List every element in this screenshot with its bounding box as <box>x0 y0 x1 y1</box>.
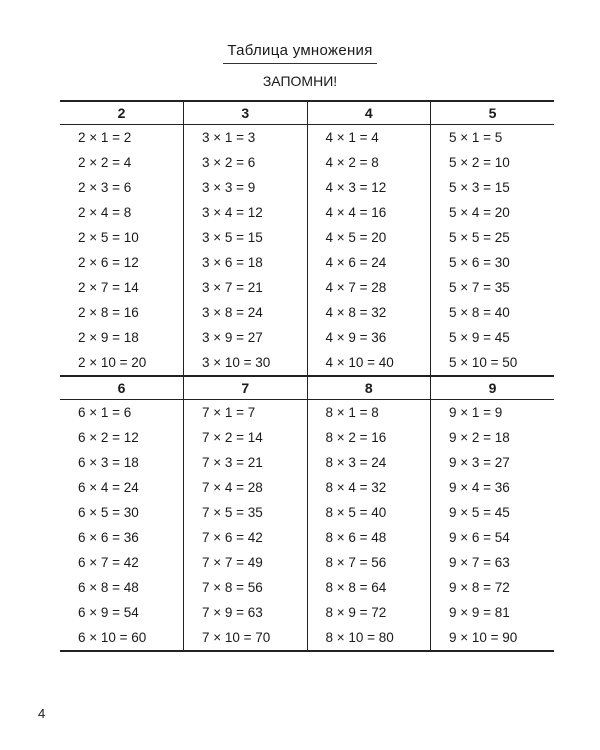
multiplication-fact: 6 × 1 = 6 <box>78 405 132 420</box>
fact-column <box>60 125 184 377</box>
multiplication-fact: 5 × 3 = 15 <box>449 180 510 195</box>
fact-column <box>431 125 555 377</box>
multiplication-fact: 3 × 3 = 9 <box>202 180 256 195</box>
multiplication-fact: 6 × 10 = 60 <box>78 630 147 645</box>
multiplication-fact: 7 × 1 = 7 <box>202 405 256 420</box>
multiplication-fact: 6 × 9 = 54 <box>78 605 139 620</box>
page-title <box>0 42 600 64</box>
multiplication-fact: 9 × 1 = 9 <box>449 405 503 420</box>
multiplication-fact: 8 × 10 = 80 <box>325 630 394 645</box>
multiplication-fact: 3 × 4 = 12 <box>202 205 263 220</box>
multiplication-fact: 3 × 9 = 27 <box>202 330 263 345</box>
multiplication-fact: 7 × 2 = 14 <box>202 430 263 445</box>
multiplication-fact: 5 × 9 = 45 <box>449 330 510 345</box>
table-header-row <box>60 376 554 400</box>
fact-column <box>431 400 555 652</box>
column-header: 2 <box>60 101 184 125</box>
fact-column <box>307 400 431 652</box>
multiplication-fact: 6 × 2 = 12 <box>78 430 139 445</box>
multiplication-fact: 2 × 4 = 8 <box>78 205 132 220</box>
column-header: 5 <box>431 101 555 125</box>
multiplication-fact: 9 × 4 = 36 <box>449 480 510 495</box>
multiplication-fact: 3 × 1 = 3 <box>202 130 256 145</box>
multiplication-fact: 2 × 8 = 16 <box>78 305 139 320</box>
multiplication-fact: 9 × 10 = 90 <box>449 630 518 645</box>
multiplication-fact: 9 × 6 = 54 <box>449 530 510 545</box>
multiplication-fact: 4 × 6 = 24 <box>325 255 387 270</box>
multiplication-fact: 7 × 6 = 42 <box>202 530 263 545</box>
multiplication-fact: 4 × 2 = 8 <box>325 155 379 170</box>
multiplication-fact: 5 × 8 = 40 <box>449 305 510 320</box>
multiplication-fact: 5 × 1 = 5 <box>449 130 503 145</box>
multiplication-fact: 8 × 7 = 56 <box>325 555 387 570</box>
column-header: 7 <box>184 376 308 400</box>
multiplication-fact: 5 × 4 = 20 <box>449 205 510 220</box>
multiplication-fact: 9 × 8 = 72 <box>449 580 510 595</box>
multiplication-fact: 9 × 3 = 27 <box>449 455 510 470</box>
multiplication-fact: 7 × 9 = 63 <box>202 605 263 620</box>
multiplication-fact: 6 × 7 = 42 <box>78 555 139 570</box>
table-facts-row <box>60 125 554 377</box>
multiplication-fact: 3 × 7 = 21 <box>202 280 263 295</box>
multiplication-fact: 5 × 2 = 10 <box>449 155 510 170</box>
multiplication-fact: 9 × 7 = 63 <box>449 555 510 570</box>
multiplication-fact: 4 × 5 = 20 <box>325 230 387 245</box>
table-header-row <box>60 101 554 125</box>
multiplication-fact: 8 × 9 = 72 <box>325 605 387 620</box>
column-header: 6 <box>60 376 184 400</box>
multiplication-fact: 2 × 10 = 20 <box>78 355 147 370</box>
multiplication-fact: 5 × 5 = 25 <box>449 230 510 245</box>
page-title-text: Таблица умножения <box>223 42 376 64</box>
multiplication-fact: 3 × 5 = 15 <box>202 230 263 245</box>
multiplication-fact: 5 × 10 = 50 <box>449 355 518 370</box>
multiplication-grid <box>60 100 554 652</box>
table-facts-row <box>60 400 554 652</box>
multiplication-fact: 4 × 9 = 36 <box>325 330 387 345</box>
multiplication-fact: 3 × 6 = 18 <box>202 255 263 270</box>
multiplication-fact: 8 × 3 = 24 <box>325 455 387 470</box>
multiplication-fact: 8 × 1 = 8 <box>325 405 379 420</box>
multiplication-table <box>60 100 554 652</box>
page-number: 4 <box>38 706 46 721</box>
multiplication-fact: 7 × 8 = 56 <box>202 580 263 595</box>
multiplication-fact: 7 × 3 = 21 <box>202 455 263 470</box>
column-header: 8 <box>307 376 431 400</box>
page-subtitle: ЗАПОМНИ! <box>262 73 338 89</box>
multiplication-fact: 3 × 2 = 6 <box>202 155 256 170</box>
multiplication-fact: 2 × 3 = 6 <box>78 180 132 195</box>
multiplication-fact: 4 × 1 = 4 <box>325 130 379 145</box>
multiplication-fact: 2 × 6 = 12 <box>78 255 139 270</box>
multiplication-fact: 2 × 1 = 2 <box>78 130 132 145</box>
fact-column <box>307 125 431 377</box>
fact-column <box>60 400 184 652</box>
column-header: 3 <box>184 101 308 125</box>
multiplication-fact: 2 × 5 = 10 <box>78 230 139 245</box>
multiplication-fact: 7 × 10 = 70 <box>202 630 271 645</box>
multiplication-fact: 7 × 4 = 28 <box>202 480 263 495</box>
fact-column <box>184 400 308 652</box>
multiplication-fact: 4 × 7 = 28 <box>325 280 387 295</box>
multiplication-fact: 4 × 4 = 16 <box>325 205 387 220</box>
multiplication-fact: 9 × 2 = 18 <box>449 430 510 445</box>
multiplication-fact: 7 × 7 = 49 <box>202 555 263 570</box>
multiplication-fact: 6 × 6 = 36 <box>78 530 139 545</box>
multiplication-fact: 6 × 5 = 30 <box>78 505 139 520</box>
fact-column <box>184 125 308 377</box>
multiplication-fact: 6 × 8 = 48 <box>78 580 139 595</box>
multiplication-fact: 2 × 7 = 14 <box>78 280 139 295</box>
multiplication-fact: 3 × 8 = 24 <box>202 305 263 320</box>
multiplication-fact: 4 × 10 = 40 <box>325 355 394 370</box>
multiplication-fact: 6 × 4 = 24 <box>78 480 139 495</box>
multiplication-fact: 4 × 8 = 32 <box>325 305 387 320</box>
multiplication-fact: 6 × 3 = 18 <box>78 455 139 470</box>
multiplication-fact: 7 × 5 = 35 <box>202 505 263 520</box>
multiplication-fact: 2 × 9 = 18 <box>78 330 139 345</box>
multiplication-fact: 4 × 3 = 12 <box>325 180 387 195</box>
multiplication-fact: 8 × 5 = 40 <box>325 505 387 520</box>
multiplication-fact: 8 × 2 = 16 <box>325 430 387 445</box>
multiplication-fact: 9 × 5 = 45 <box>449 505 510 520</box>
column-header: 9 <box>431 376 555 400</box>
multiplication-fact: 5 × 7 = 35 <box>449 280 510 295</box>
multiplication-fact: 5 × 6 = 30 <box>449 255 510 270</box>
multiplication-fact: 8 × 6 = 48 <box>325 530 387 545</box>
column-header: 4 <box>307 101 431 125</box>
multiplication-fact: 2 × 2 = 4 <box>78 155 132 170</box>
multiplication-fact: 8 × 8 = 64 <box>325 580 387 595</box>
multiplication-fact: 3 × 10 = 30 <box>202 355 271 370</box>
multiplication-fact: 9 × 9 = 81 <box>449 605 510 620</box>
multiplication-fact: 8 × 4 = 32 <box>325 480 387 495</box>
